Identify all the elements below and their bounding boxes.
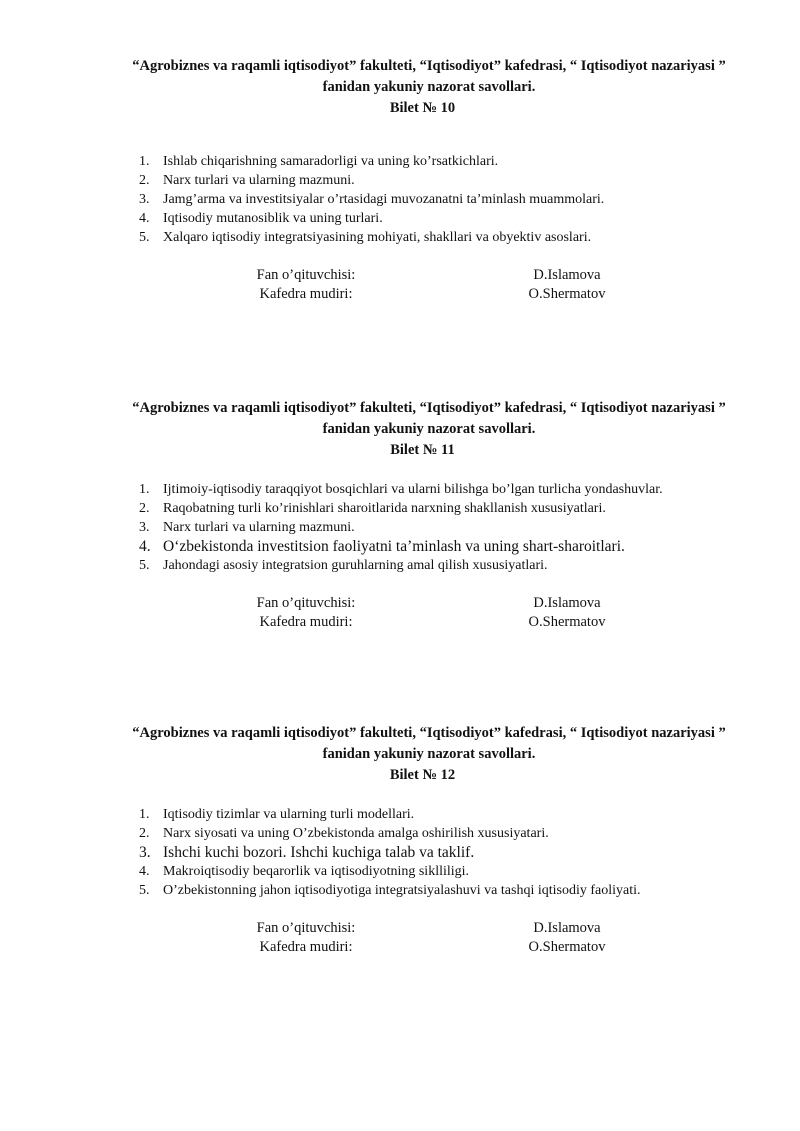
teacher-name: D.Islamova xyxy=(533,595,601,611)
teacher-signature-row xyxy=(0,266,800,285)
question-list xyxy=(0,805,800,900)
head-label: Kafedra mudiri: xyxy=(259,286,353,302)
question-item: 5. Jahondagi asosiy integratsion guruhlarning amal qilish xususiyatlari. xyxy=(139,558,548,573)
ticket-11 xyxy=(0,398,800,632)
ticket-12 xyxy=(0,723,800,957)
question-item: 1. Iqtisodiy tizimlar va ularning turli modellari. xyxy=(139,807,415,822)
question-item: 5. O’zbekistonning jahon iqtisodiyotiga integratsiyalashuvi va tashqi iqtisodiy faoliyati. xyxy=(139,883,641,898)
head-name: O.Shermatov xyxy=(528,614,606,630)
teacher-label: Fan o’qituvchisi: xyxy=(256,267,356,283)
question-item: 2. Narx siyosati va uning O’zbekistonda amalga oshirilish xususiyatari. xyxy=(139,826,549,841)
question-item: 5. Xalqaro iqtisodiy integratsiyasining mohiyati, shakllari va obyektiv asoslari. xyxy=(139,230,592,245)
head-signature-row xyxy=(0,285,800,304)
ticket-10 xyxy=(0,56,800,304)
question-item: 4. O‘zbekistonda investitsion faoliyatni ta’minlash va uning shart-sharoitlari. xyxy=(139,538,625,555)
head-label: Kafedra mudiri: xyxy=(259,939,353,955)
ticket-number: Bilet № 10 xyxy=(389,100,456,116)
head-signature-row xyxy=(0,613,800,632)
ticket-header: “Agrobiznes va raqamli iqtisodiyot” fakulteti, “Iqtisodiyot” kafedrasi, “ Iqtisodiyot nazariyasi ” fanidan yakuniy nazorat savollari. xyxy=(132,725,726,762)
teacher-signature-row xyxy=(0,594,800,613)
teacher-signature-row xyxy=(0,919,800,938)
question-item: 4. Iqtisodiy mutanosiblik va uning turlari. xyxy=(139,211,383,226)
question-item: 3. Ishchi kuchi bozori. Ishchi kuchiga talab va taklif. xyxy=(139,844,475,861)
head-label: Kafedra mudiri: xyxy=(259,614,353,630)
teacher-name: D.Islamova xyxy=(533,267,601,283)
question-list xyxy=(0,152,800,247)
head-signature-row xyxy=(0,938,800,957)
question-item: 2. Raqobatning turli ko’rinishlari sharoitlarida narxning shakllanish xususiyatlari. xyxy=(139,501,606,516)
question-item: 2. Narx turlari va ularning mazmuni. xyxy=(139,173,355,188)
teacher-label: Fan o’qituvchisi: xyxy=(256,920,356,936)
ticket-number: Bilet № 12 xyxy=(389,767,456,783)
question-list xyxy=(0,480,800,575)
ticket-number: Bilet № 11 xyxy=(390,442,455,458)
head-name: O.Shermatov xyxy=(528,286,606,302)
teacher-name: D.Islamova xyxy=(533,920,601,936)
head-name: O.Shermatov xyxy=(528,939,606,955)
question-item: 3. Jamg’arma va investitsiyalar o’rtasidagi muvozanatni ta’minlash muammolari. xyxy=(139,192,605,207)
question-item: 1. Ishlab chiqarishning samaradorligi va uning ko’rsatkichlari. xyxy=(139,154,499,169)
ticket-header: “Agrobiznes va raqamli iqtisodiyot” fakulteti, “Iqtisodiyot” kafedrasi, “ Iqtisodiyot nazariyasi ” fanidan yakuniy nazorat savollari. xyxy=(132,400,726,437)
ticket-header: “Agrobiznes va raqamli iqtisodiyot” fakulteti, “Iqtisodiyot” kafedrasi, “ Iqtisodiyot nazariyasi ” fanidan yakuniy nazorat savollari. xyxy=(132,58,726,95)
teacher-label: Fan o’qituvchisi: xyxy=(256,595,356,611)
question-item: 4. Makroiqtisodiy beqarorlik va iqtisodiyotning siklliligi. xyxy=(139,864,470,879)
question-item: 1. Ijtimoiy-iqtisodiy taraqqiyot bosqichlari va ularni bilishga bo’lgan turlicha yondashuvlar. xyxy=(139,482,663,497)
question-item: 3. Narx turlari va ularning mazmuni. xyxy=(139,520,355,535)
